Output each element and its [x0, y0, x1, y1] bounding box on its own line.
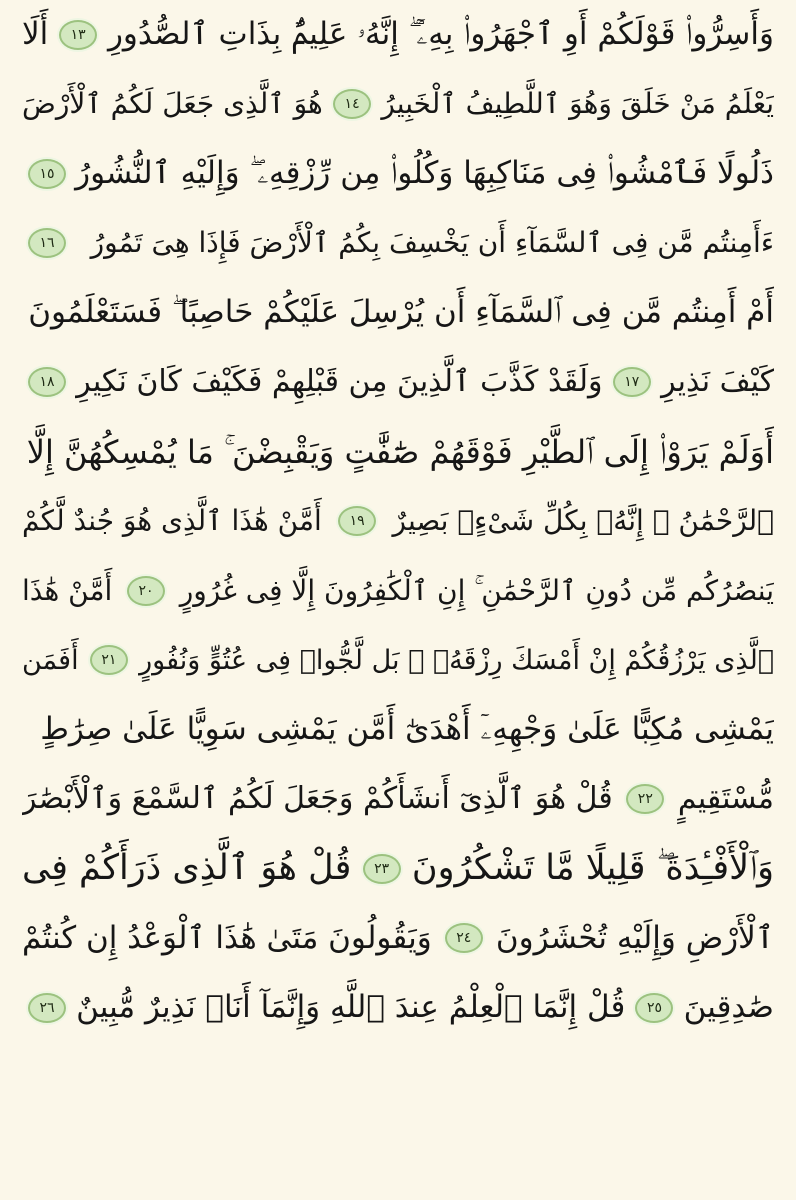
- ayah-number-marker: ١٣: [59, 20, 97, 50]
- verse-line: [22, 278, 774, 348]
- verse-line: [22, 70, 774, 140]
- verse-text: مُّسْتَقِيمٍ: [677, 781, 774, 817]
- verse-text: يَنصُرُكُم مِّن دُونِ ٱلرَّحْمَٰنِ ۚ إِنِ ٱلْكَٰفِرُونَ إِلَّا فِى غُرُورٍ: [179, 573, 774, 607]
- ayah-number-marker: ٢٦: [28, 993, 66, 1023]
- verse-text: ءَأَمِنتُم مَّن فِى ٱلسَّمَآءِ أَن يَخْسِفَ بِكُمُ ٱلْأَرْضَ فَإِذَا هِىَ تَمُورُ: [90, 226, 774, 260]
- verse-text: قُلْ إِنَّمَا ٱلْعِلْمُ عِندَ ٱللَّهِ وَإِنَّمَآ أَنَا۠ نَذِيرٌ مُّبِينٌ: [76, 989, 626, 1026]
- verse-text: يَعْلَمُ مَنْ خَلَقَ وَهُوَ ٱللَّطِيفُ ٱلْخَبِيرُ: [381, 87, 774, 121]
- verse-line: [22, 973, 774, 1043]
- verse-text: وَأَسِرُّوا۟ قَوْلَكُمْ أَوِ ٱجْهَرُوا۟ بِهِۦٓ ۖ إِنَّهُۥ عَلِيمٌۢ بِذَاتِ ٱلصُّدُورِ: [107, 16, 774, 53]
- verse-text: أَفَمَن: [22, 644, 79, 676]
- ayah-number-marker: ٢٠: [127, 576, 165, 606]
- verse-text: وَيَقُولُونَ مَتَىٰ هَٰذَا ٱلْوَعْدُ إِن كُنتُمْ: [22, 919, 432, 956]
- ayah-number-marker: ١٥: [28, 159, 66, 189]
- verse-line: [22, 0, 774, 70]
- verse-text: قُلْ هُوَ ٱلَّذِى ذَرَأَكُمْ فِى: [22, 848, 352, 889]
- verse-text: أَلَا: [22, 16, 49, 53]
- verse-text: يَمْشِى مُكِبًّا عَلَىٰ وَجْهِهِۦٓ أَهْدَىٰٓ أَمَّن يَمْشِى سَوِيًّا عَلَىٰ صِرَٰطٍ: [40, 711, 774, 748]
- verse-line: [22, 487, 774, 557]
- verse-lines: [22, 0, 774, 1200]
- verse-line: [22, 695, 774, 765]
- verse-line: [22, 348, 774, 418]
- verse-line: [22, 834, 774, 904]
- verse-text: أَوَلَمْ يَرَوْا۟ إِلَى ٱلطَّيْرِ فَوْقَهُمْ صَٰٓفَّٰتٍ وَيَقْبِضْنَ ۚ مَا يُمْسِكُهُنَّ إِلَّا: [26, 432, 774, 471]
- verse-text: ٱلرَّحْمَٰنُ ۚ إِنَّهُۥ بِكُلِّ شَىْءٍۭ بَصِيرٌ: [392, 504, 774, 538]
- ayah-number-marker: ١٩: [338, 506, 376, 536]
- verse-text: كَيْفَ نَذِيرِ: [661, 364, 774, 400]
- ayah-number-marker: ٢٣: [363, 854, 401, 884]
- verse-text: هُوَ ٱلَّذِى جَعَلَ لَكُمُ ٱلْأَرْضَ: [22, 87, 323, 121]
- verse-line: [22, 626, 774, 696]
- verse-line: [22, 556, 774, 626]
- verse-text: ٱلَّذِى يَرْزُقُكُمْ إِنْ أَمْسَكَ رِزْقَهُۥ ۚ بَل لَّجُّوا۟ فِى عُتُوٍّ وَنُفُورٍ: [139, 644, 774, 676]
- ayah-number-marker: ٢٢: [626, 784, 664, 814]
- verse-text: قُلْ هُوَ ٱلَّذِىٓ أَنشَأَكُمْ وَجَعَلَ لَكُمُ ٱلسَّمْعَ وَٱلْأَبْصَٰرَ: [22, 781, 613, 817]
- ayah-number-marker: ١٧: [613, 367, 651, 397]
- verse-line: [22, 417, 774, 487]
- verse-text: ٱلْأَرْضِ وَإِلَيْهِ تُحْشَرُونَ: [495, 919, 774, 956]
- ayah-number-marker: ٢٥: [635, 993, 673, 1023]
- verse-line: [22, 904, 774, 974]
- ayah-number-marker: ١٦: [28, 228, 66, 258]
- verse-text: وَلَقَدْ كَذَّبَ ٱلَّذِينَ مِن قَبْلِهِمْ فَكَيْفَ كَانَ نَكِيرِ: [76, 364, 603, 400]
- verse-text: أَمْ أَمِنتُم مَّن فِى ٱلسَّمَآءِ أَن يُرْسِلَ عَلَيْكُمْ حَاصِبًا ۖ فَسَتَعْلَمُونَ: [28, 294, 774, 331]
- ayah-number-marker: ١٨: [28, 367, 66, 397]
- verse-line: [22, 209, 774, 279]
- verse-text: وَٱلْأَفْـِٔدَةَ ۖ قَلِيلًا مَّا تَشْكُرُونَ: [411, 848, 774, 889]
- ayah-number-marker: ٢١: [90, 645, 128, 675]
- verse-text: أَمَّنْ هَٰذَا ٱلَّذِى هُوَ جُندٌ لَّكُمْ: [22, 504, 322, 538]
- verse-line: [22, 139, 774, 209]
- verse-line: [22, 765, 774, 835]
- ayah-number-marker: ٢٤: [445, 923, 483, 953]
- verse-text: صَٰدِقِينَ: [683, 989, 774, 1026]
- ayah-number-marker: ١٤: [333, 89, 371, 119]
- verse-text: ذَلُولًا فَٱمْشُوا۟ فِى مَنَاكِبِهَا وَكُلُوا۟ مِن رِّزْقِهِۦ ۖ وَإِلَيْهِ ٱلنُّشُورُ: [75, 155, 774, 192]
- verse-text: أَمَّنْ هَٰذَا: [22, 573, 113, 607]
